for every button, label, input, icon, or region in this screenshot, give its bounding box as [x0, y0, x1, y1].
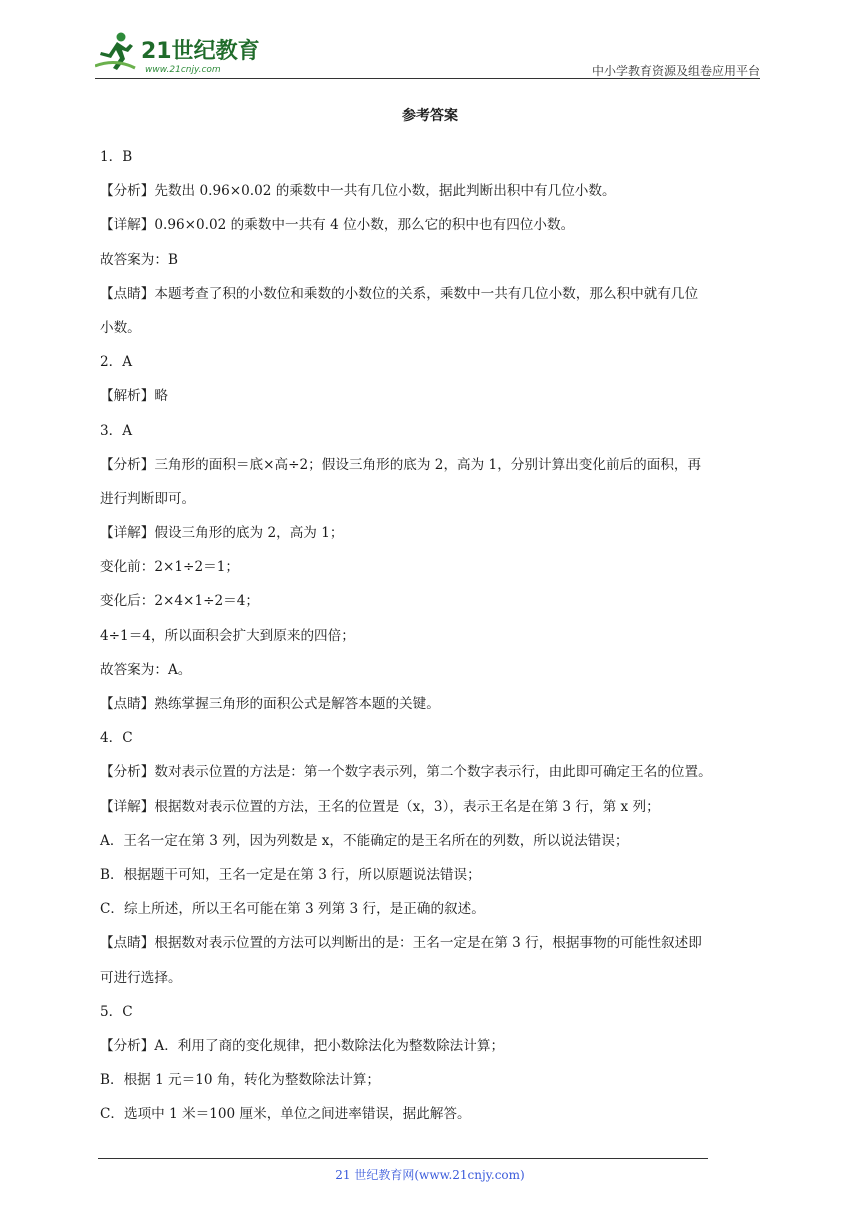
logo-url: www.21cnjy.com: [145, 65, 221, 75]
text-line: 故答案为：A。: [100, 661, 192, 678]
logo-text: 21世纪教育: [141, 39, 260, 64]
page-header: [95, 28, 760, 80]
text-line: 【详解】假设三角形的底为 2，高为 1；: [100, 525, 344, 542]
text-line: A．王名一定在第 3 列，因为列数是 x，不能确定的是王名所在的列数，所以说法错误；: [100, 832, 629, 849]
text-line: 2．A: [100, 354, 133, 371]
text-line: 【分析】数对表示位置的方法是：第一个数字表示列，第二个数字表示行，由此即可确定王名的位置。: [100, 764, 712, 781]
text-line: B．根据题干可知，王名一定是在第 3 行，所以原题说法错误；: [100, 866, 481, 883]
text-line: 进行判断即可。: [100, 490, 196, 507]
text-line: 【分析】先数出 0.96×0.02 的乘数中一共有几位小数，据此判断出积中有几位小数。: [100, 183, 616, 200]
footer-divider: [98, 1158, 708, 1159]
text-line: 变化前：2×1÷2＝1；: [100, 559, 239, 576]
text-line: 【解析】略: [100, 388, 168, 405]
text-line: 1．B: [100, 149, 133, 165]
runner-logo-icon: [95, 28, 260, 76]
text-line: C．选项中 1 米＝100 厘米，单位之间进率错误，据此解答。: [100, 1106, 471, 1123]
text-line: 5．C: [100, 1003, 133, 1020]
text-line: 【详解】根据数对表示位置的方法，王名的位置是（x，3），表示王名是在第 3 行，第 x 列；: [100, 798, 660, 815]
text-line: 可进行选择。: [100, 969, 182, 986]
text-line: 变化后：2×4×1÷2＝4；: [100, 593, 259, 610]
platform-name: 中小学教育资源及组卷应用平台: [591, 64, 760, 78]
text-line: 【详解】0.96×0.02 的乘数中一共有 4 位小数，那么它的积中也有四位小数。: [100, 217, 575, 234]
text-line: C．综上所述，所以王名可能在第 3 列第 3 行，是正确的叙述。: [100, 901, 485, 918]
text-line: 小数。: [100, 319, 141, 336]
text-line: B．根据 1 元＝10 角，转化为整数除法计算；: [100, 1072, 380, 1089]
footer-link[interactable]: 21 世纪教育网(www.21cnjy.com): [335, 1168, 525, 1182]
text-line: 3．A: [100, 422, 133, 439]
text-line: 【分析】三角形的面积＝底×高÷2；假设三角形的底为 2，高为 1，分别计算出变化前后的面积，再: [100, 456, 702, 473]
text-line: 【分析】A．利用了商的变化规律，把小数除法化为整数除法计算；: [100, 1037, 505, 1054]
text-line: 【点睛】根据数对表示位置的方法可以判断出的是：王名一定是在第 3 行，根据事物的可能性叙述即: [100, 935, 702, 952]
text-line: 【点睛】熟练掌握三角形的面积公式是解答本题的关键。: [100, 696, 440, 712]
text-line: 4÷1＝4，所以面积会扩大到原来的四倍；: [100, 627, 355, 644]
answer-content: [100, 140, 765, 1131]
site-logo[interactable]: [95, 28, 260, 76]
header-divider: [95, 78, 760, 79]
text-line: 4．C: [100, 730, 133, 747]
text-line: 【点睛】本题考查了积的小数位和乘数的小数位的关系，乘数中一共有几位小数，那么积中就有几位: [100, 285, 699, 302]
page-title: 参考答案: [402, 108, 458, 124]
text-line: 故答案为：B: [100, 251, 178, 268]
